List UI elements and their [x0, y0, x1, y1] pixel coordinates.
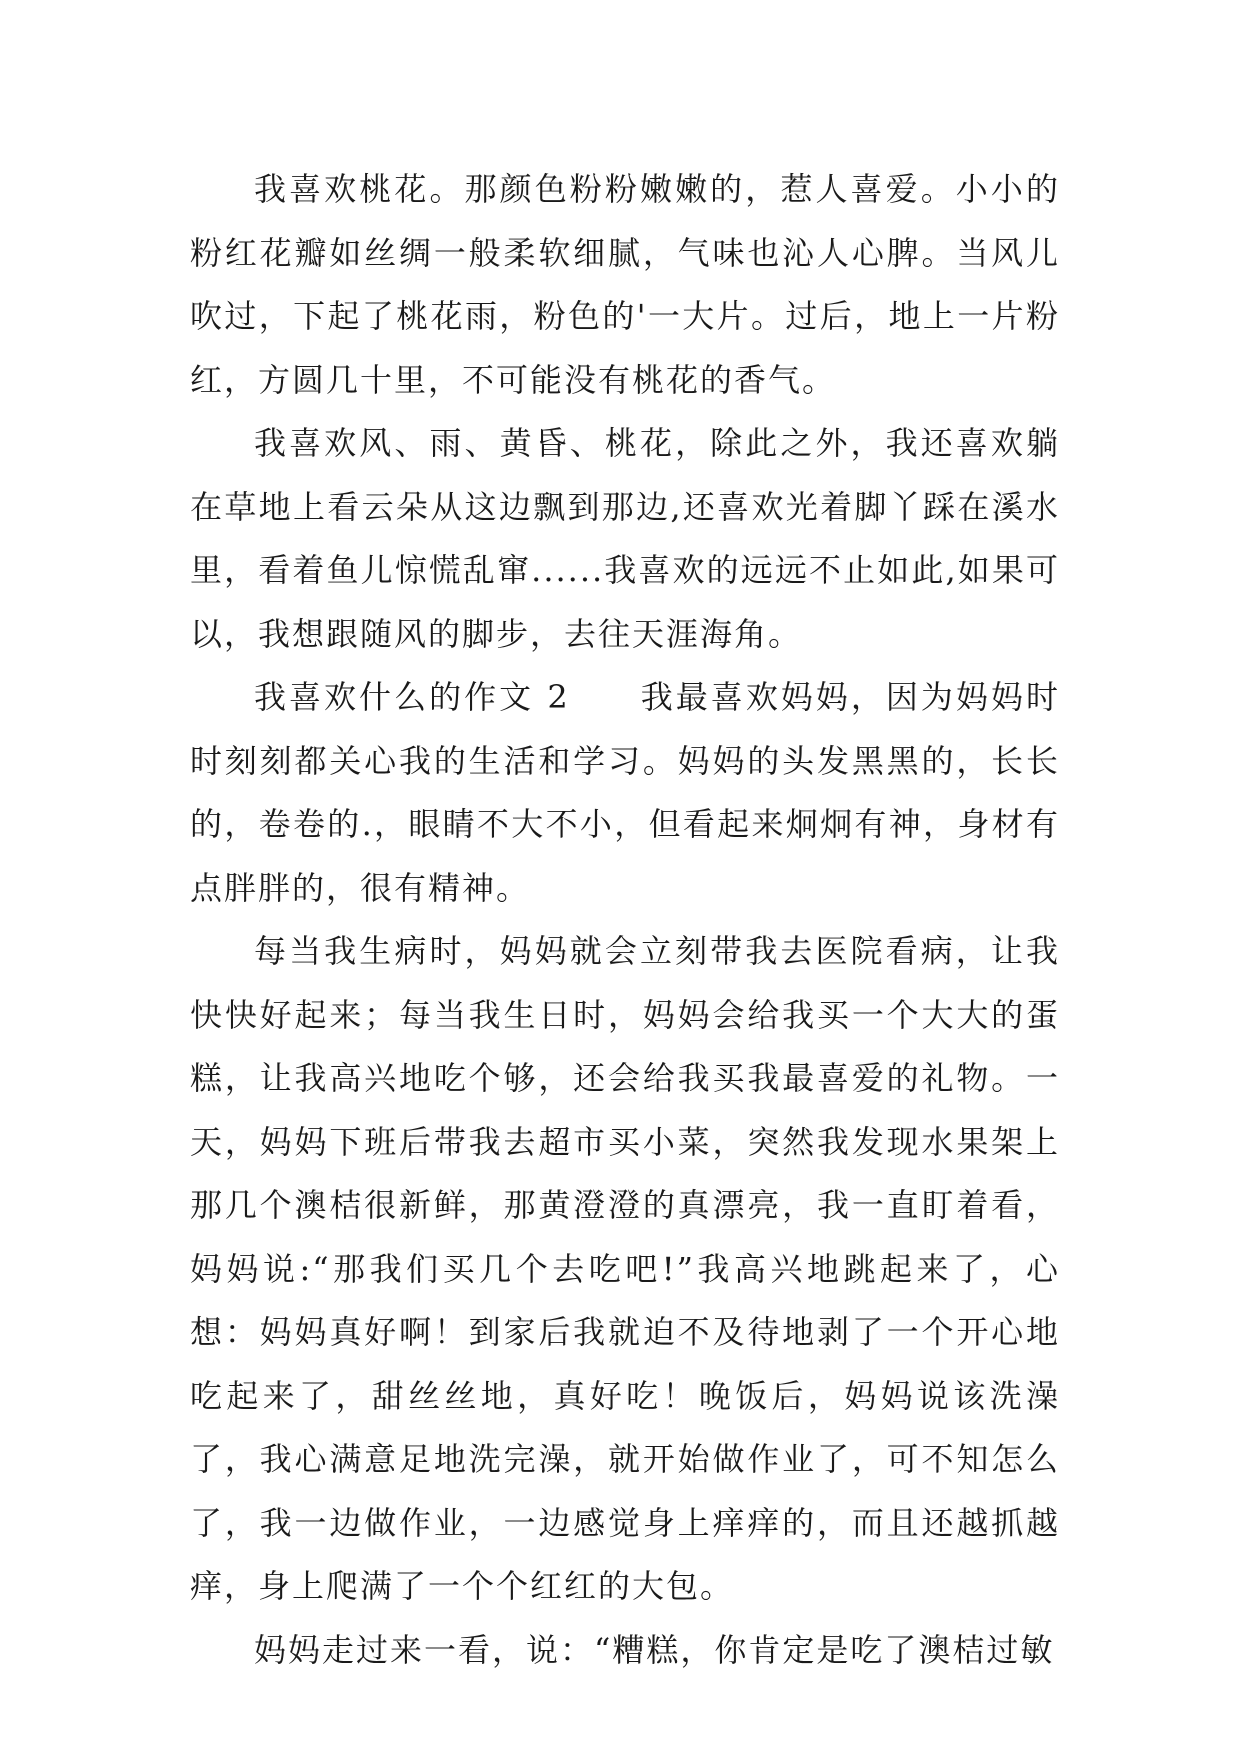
paragraph-mother-care: 每当我生病时，妈妈就会立刻带我去医院看病，让我快快好起来；每当我生日时，妈妈会给我买一个大大的蛋糕，让我高兴地吃个够，还会给我买我最喜爱的礼物。一天，妈妈下班后带我去超市买小菜，突然我发现水果架上那几个澳桔很新鲜，那黄澄澄的真漂亮，我一直盯着看，妈妈说:“那我们买几个去吃吧!”我高兴地跳起来了，心想：妈妈真好啊！到家后我就迫不及待地剥了一个开心地吃起来了，甜丝丝地，真好吃！晚饭后，妈妈说该洗澡了，我心满意足地洗完澡，就开始做作业了，可不知怎么了，我一边做作业，一边感觉身上痒痒的，而且还越抓越痒，身上爬满了一个个红红的大包。: [190, 932, 1060, 1605]
document-body: [190, 158, 1060, 1682]
paragraph-likes: 我喜欢风、雨、黄昏、桃花，除此之外，我还喜欢躺在草地上看云朵从这边飘到那边,还喜欢光着脚丫踩在溪水里，看着鱼儿惊慌乱窜......我喜欢的远远不止如此,如果可以，我想跟随风的脚步，去往天涯海角。: [190, 424, 1060, 653]
paragraph-allergy: 妈妈走过来一看，说：“糟糕，你肯定是吃了澳桔过敏: [254, 1630, 1055, 1669]
paragraph-peach-blossom: 我喜欢桃花。那颜色粉粉嫩嫩的，惹人喜爱。小小的粉红花瓣如丝绸一般柔软细腻，气味也沁人心脾。当风儿吹过，下起了桃花雨，粉色的'一大片。过后，地上一片粉红，方圆几十里，不可能没有桃花的香气。: [190, 170, 1060, 399]
paragraph-essay-2-mother: 我喜欢什么的作文 2 我最喜欢妈妈，因为妈妈时时刻刻都关心我的生活和学习。妈妈的头发黑黑的，长长的，卷卷的.，眼睛不大不小，但看起来炯炯有神，身材有点胖胖的，很有精神。: [190, 678, 1060, 907]
